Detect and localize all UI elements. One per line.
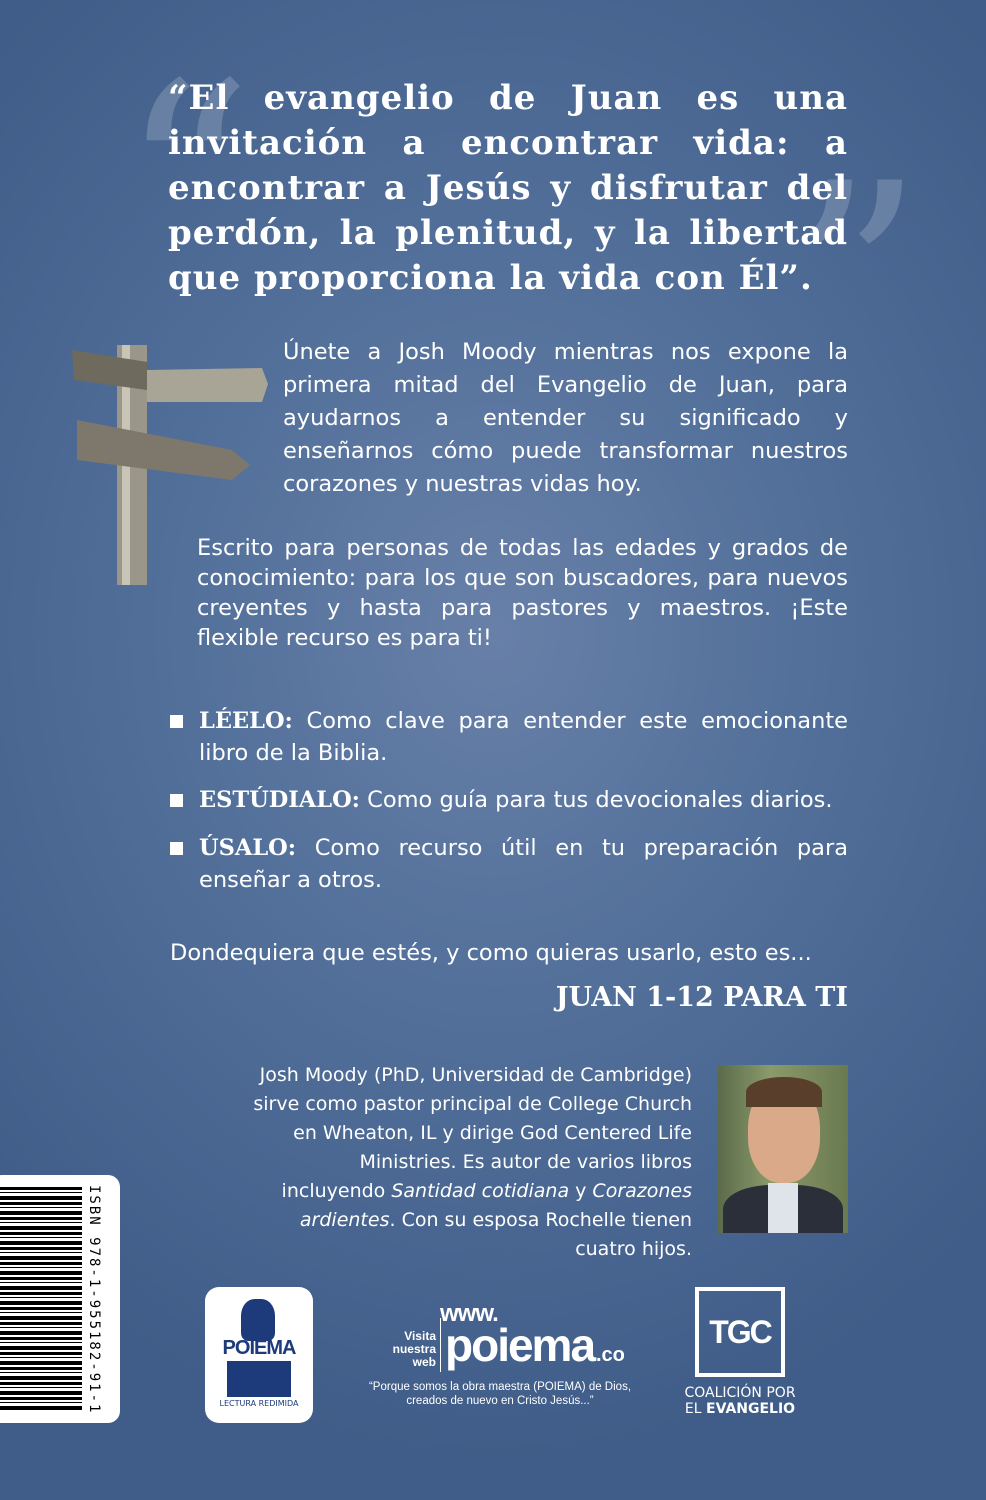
poiema-logo: POIEMA LECTURA REDIMIDA (205, 1287, 313, 1423)
bullet-item: LÉELO: Como clave para entender este emocionante libro de la Biblia. (170, 705, 848, 769)
tgc-logo: TGC COALICIÓN POR EL EVANGELIO (665, 1287, 815, 1427)
audience-paragraph: Escrito para personas de todas las edades y grados de conocimiento: para los que son buscadores, para nuevos creyentes y hasta para pastores y maestros. ¡Este flexible recurso es para ti! (197, 535, 848, 651)
bullet-item: ÚSALO: Como recurso útil en tu preparación para enseñar a otros. (170, 832, 848, 896)
intro-paragraph: Únete a Josh Moody mientras nos expone la primera mitad del Evangelio de Juan, para ayudarnos a entender su significado y enseñarnos cómo puede transformar nuestros corazones y nuestras vidas hoy. (283, 339, 848, 497)
isbn-barcode: ISBN 978-1-955182-91-1 (0, 1175, 120, 1423)
author-photo (718, 1065, 848, 1233)
pull-quote: “El evangelio de Juan es una invitación a encontrar vida: a encontrar a Jesús y disfrutar del perdón, la plenitud, y la libertad que proporciona la vida con Él”. (168, 78, 848, 298)
closing-line: Dondequiera que estés, y como quieras usarlo, esto es... (170, 940, 812, 966)
close-quote-mark: ” (790, 129, 923, 431)
open-quote-mark: “ (120, 29, 253, 331)
book-title: JUAN 1-12 PARA TI (555, 982, 848, 1013)
bullet-item: ESTÚDIALO: Como guía para tus devocionales diarios. (170, 784, 848, 816)
author-bio: Josh Moody (PhD, Universidad de Cambridge) sirve como pastor principal de College Church en Wheaton, IL y dirige God Centered Life Ministries. Es autor de varios libros incluyendo Santidad cotidiana y Corazones ardientes. Con su esposa Rochelle tienen cuatro hijos. (253, 1064, 692, 1260)
website-link[interactable]: www. Visita nuestra web poiema .co “Porque somos la obra maestra (POIEMA) de Dios, creados de nuevo en Cristo Jesús...” (368, 1300, 632, 1407)
